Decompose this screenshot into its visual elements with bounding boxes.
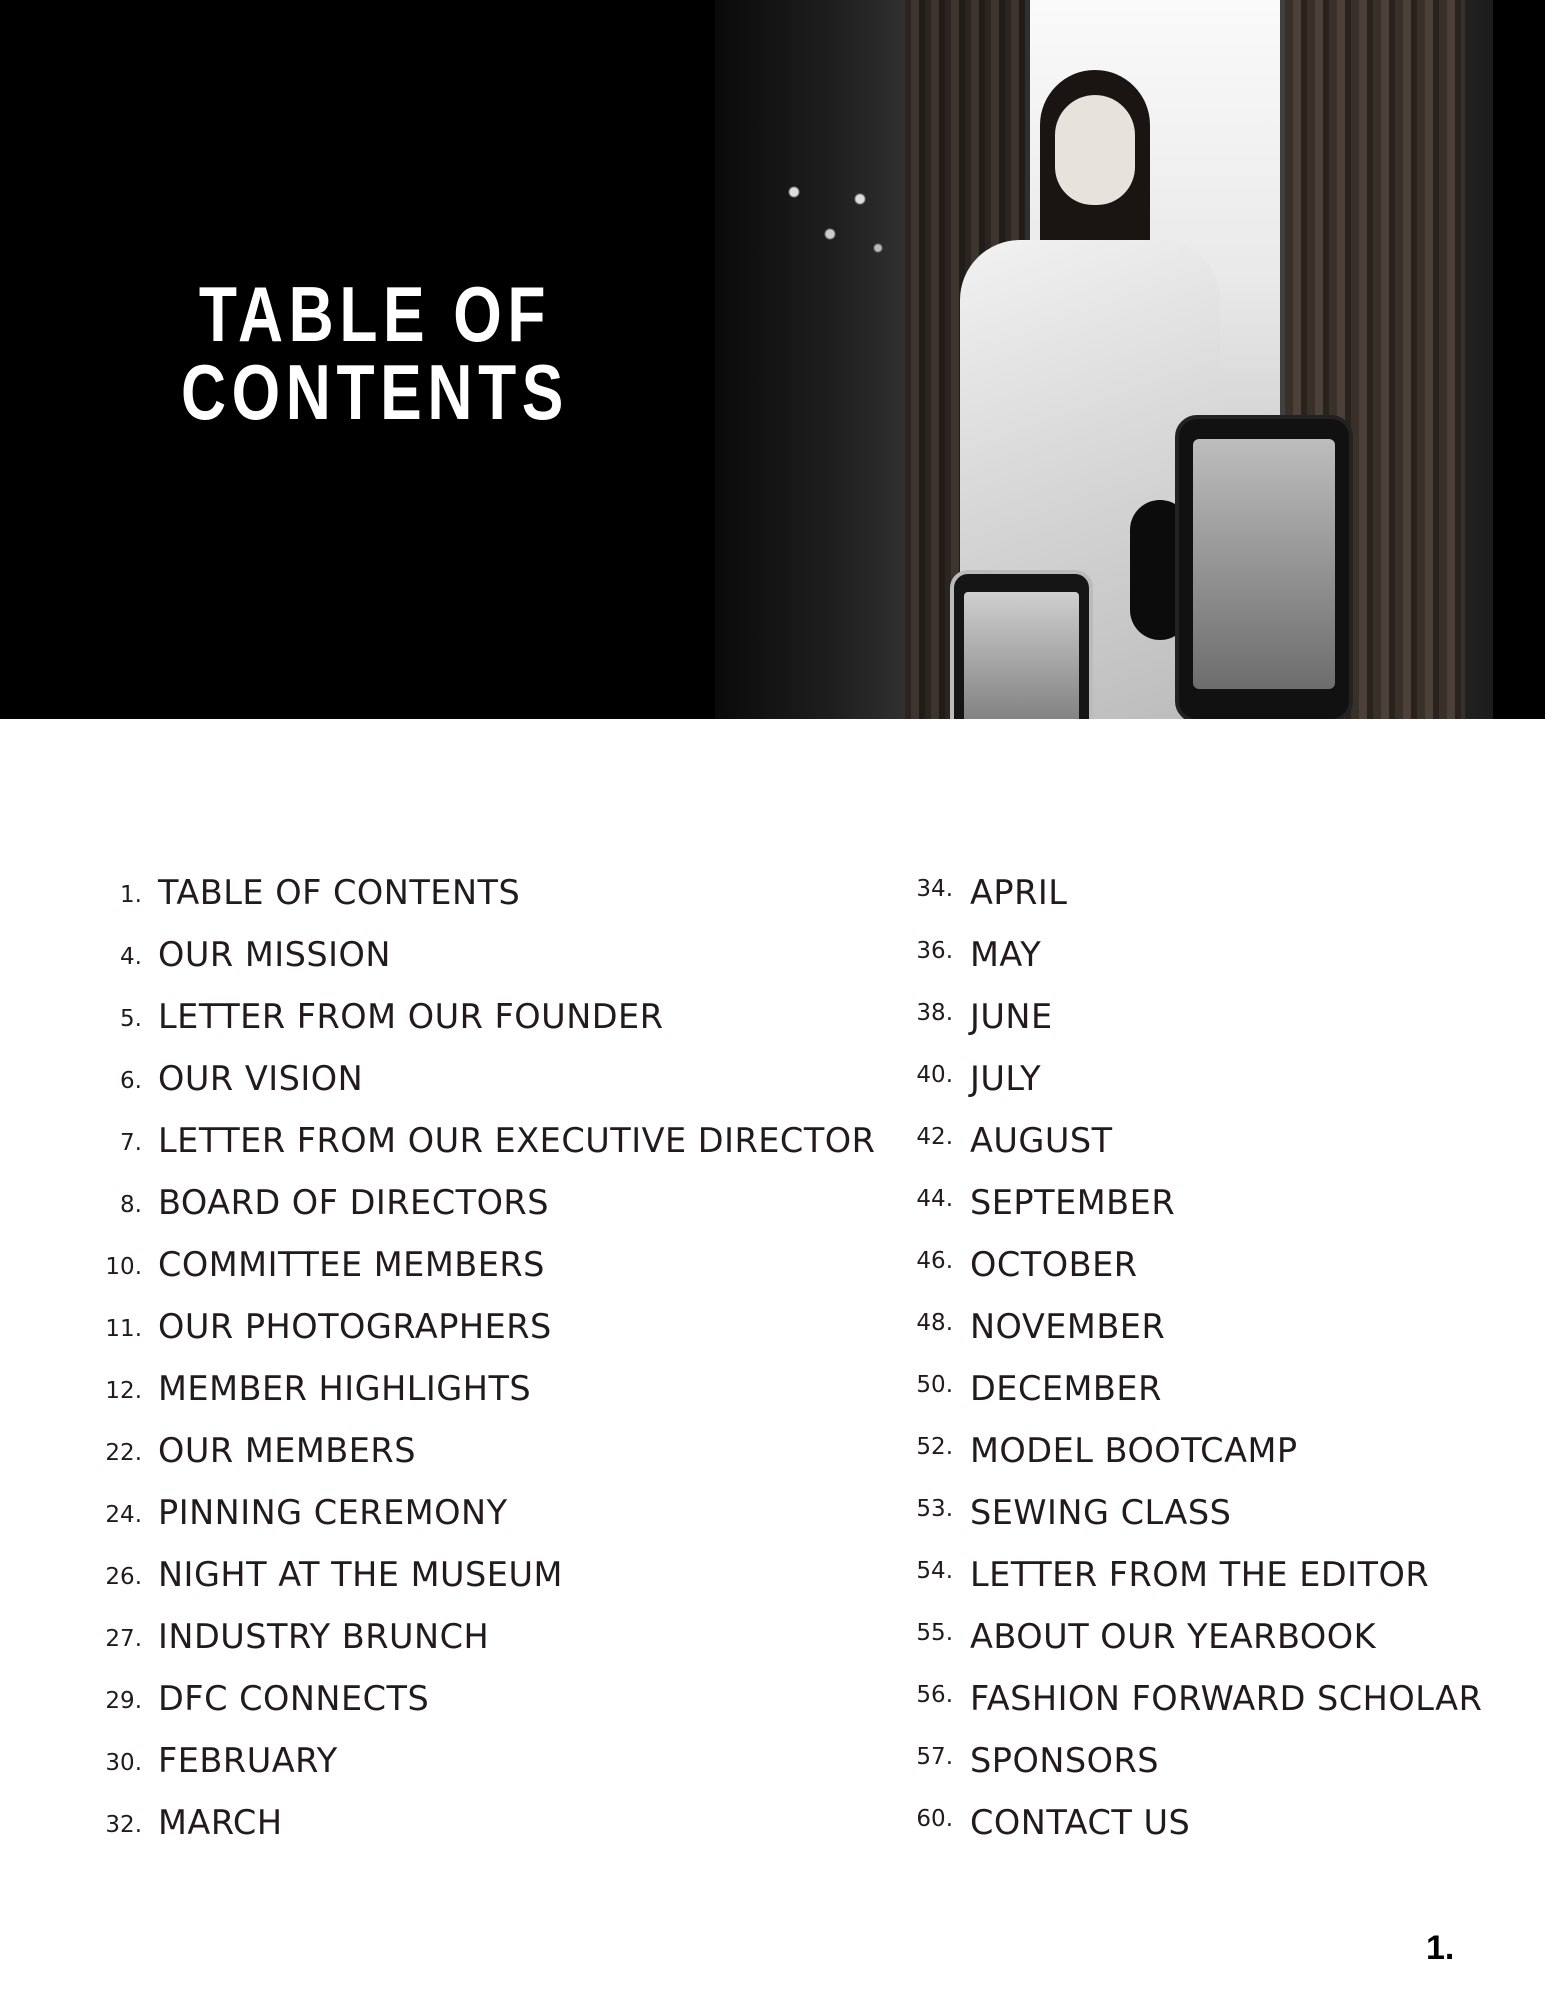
toc-entry-label: MAY: [970, 935, 1042, 974]
toc-entry-label: BOARD OF DIRECTORS: [158, 1183, 549, 1222]
page-title: [163, 270, 587, 436]
toc-entry-label: INDUSTRY BRUNCH: [158, 1617, 490, 1656]
toc-entry-page-number: 5.: [120, 1006, 142, 1032]
phone-image-large: [1175, 415, 1353, 719]
toc-entry-label: MODEL BOOTCAMP: [970, 1431, 1298, 1470]
toc-entry-page-number: 36.: [916, 938, 953, 964]
toc-entry-page-number: 52.: [916, 1434, 953, 1460]
toc-entry-label: NOVEMBER: [970, 1307, 1166, 1346]
toc-entry-page-number: 6.: [120, 1068, 142, 1094]
toc-entry-page-number: 24.: [105, 1502, 142, 1528]
toc-entry-label: OUR MISSION: [158, 935, 391, 974]
toc-entry-page-number: 7.: [120, 1130, 142, 1156]
toc-entry-label: FEBRUARY: [158, 1741, 338, 1780]
toc-entry-page-number: 57.: [916, 1744, 953, 1770]
toc-entry-label: SPONSORS: [970, 1741, 1160, 1780]
toc-entry-page-number: 11.: [105, 1316, 142, 1342]
toc-entry-page-number: 56.: [916, 1682, 953, 1708]
toc-entry-page-number: 32.: [105, 1812, 142, 1838]
toc-entry-label: LETTER FROM OUR EXECUTIVE DIRECTOR: [158, 1121, 876, 1160]
toc-entry-label: OUR MEMBERS: [158, 1431, 416, 1470]
toc-entry-page-number: 55.: [916, 1620, 953, 1646]
toc-entry-page-number: 44.: [916, 1186, 953, 1212]
toc-entry-page-number: 42.: [916, 1124, 953, 1150]
toc-entry-page-number: 30.: [105, 1750, 142, 1776]
toc-entry-page-number: 29.: [105, 1688, 142, 1714]
toc-entry-label: TABLE OF CONTENTS: [158, 873, 521, 912]
toc-entry-page-number: 54.: [916, 1558, 953, 1584]
page-title-line-2: CONTENTS: [181, 348, 569, 436]
toc-entry-page-number: 8.: [120, 1192, 142, 1218]
page-number: 1.: [1426, 1929, 1455, 1967]
page-title-line-1: TABLE OF: [198, 270, 552, 358]
toc-entry-page-number: 26.: [105, 1564, 142, 1590]
toc-entry-label: PINNING CEREMONY: [158, 1493, 508, 1532]
toc-entry-page-number: 60.: [916, 1806, 953, 1832]
toc-entry-page-number: 40.: [916, 1062, 953, 1088]
toc-entry-page-number: 22.: [105, 1440, 142, 1466]
toc-entry-page-number: 4.: [120, 944, 142, 970]
toc-entry-label: OCTOBER: [970, 1245, 1138, 1284]
toc-entry-label: OUR PHOTOGRAPHERS: [158, 1307, 552, 1346]
toc-entry-page-number: 1.: [120, 882, 142, 908]
toc-entry-label: MEMBER HIGHLIGHTS: [158, 1369, 532, 1408]
toc-entry-page-number: 27.: [105, 1626, 142, 1652]
toc-entry-page-number: 46.: [916, 1248, 953, 1274]
toc-entry-label: JUNE: [970, 997, 1053, 1036]
toc-entry-page-number: 34.: [916, 876, 953, 902]
toc-entry-label: COMMITTEE MEMBERS: [158, 1245, 545, 1284]
toc-entry-page-number: 48.: [916, 1310, 953, 1336]
toc-entry-label: APRIL: [970, 873, 1068, 912]
toc-entry-label: NIGHT AT THE MUSEUM: [158, 1555, 563, 1594]
toc-entry-label: JULY: [970, 1059, 1042, 1098]
toc-entry-label: OUR VISION: [158, 1059, 364, 1098]
toc-entry-label: DECEMBER: [970, 1369, 1162, 1408]
toc-entry-label: CONTACT US: [970, 1803, 1191, 1842]
toc-entry-page-number: 10.: [105, 1254, 142, 1280]
toc-entry-page-number: 38.: [916, 1000, 953, 1026]
toc-entry-label: LETTER FROM THE EDITOR: [970, 1555, 1430, 1594]
toc-entry-label: SEWING CLASS: [970, 1493, 1232, 1532]
toc-entry-label: SEPTEMBER: [970, 1183, 1176, 1222]
toc-entry-page-number: 53.: [916, 1496, 953, 1522]
header-banner: [0, 0, 1545, 719]
toc-entry-page-number: 50.: [916, 1372, 953, 1398]
toc-entry-label: MARCH: [158, 1803, 283, 1842]
phone-image-small: [950, 570, 1093, 719]
toc-entry-label: AUGUST: [970, 1121, 1113, 1160]
toc-entry-label: FASHION FORWARD SCHOLAR: [970, 1679, 1483, 1718]
toc-entry-page-number: 12.: [105, 1378, 142, 1404]
toc-entry-label: LETTER FROM OUR FOUNDER: [158, 997, 664, 1036]
toc-entry-label: ABOUT OUR YEARBOOK: [970, 1617, 1377, 1656]
toc-entry-label: DFC CONNECTS: [158, 1679, 430, 1718]
header-photo: [715, 0, 1493, 719]
